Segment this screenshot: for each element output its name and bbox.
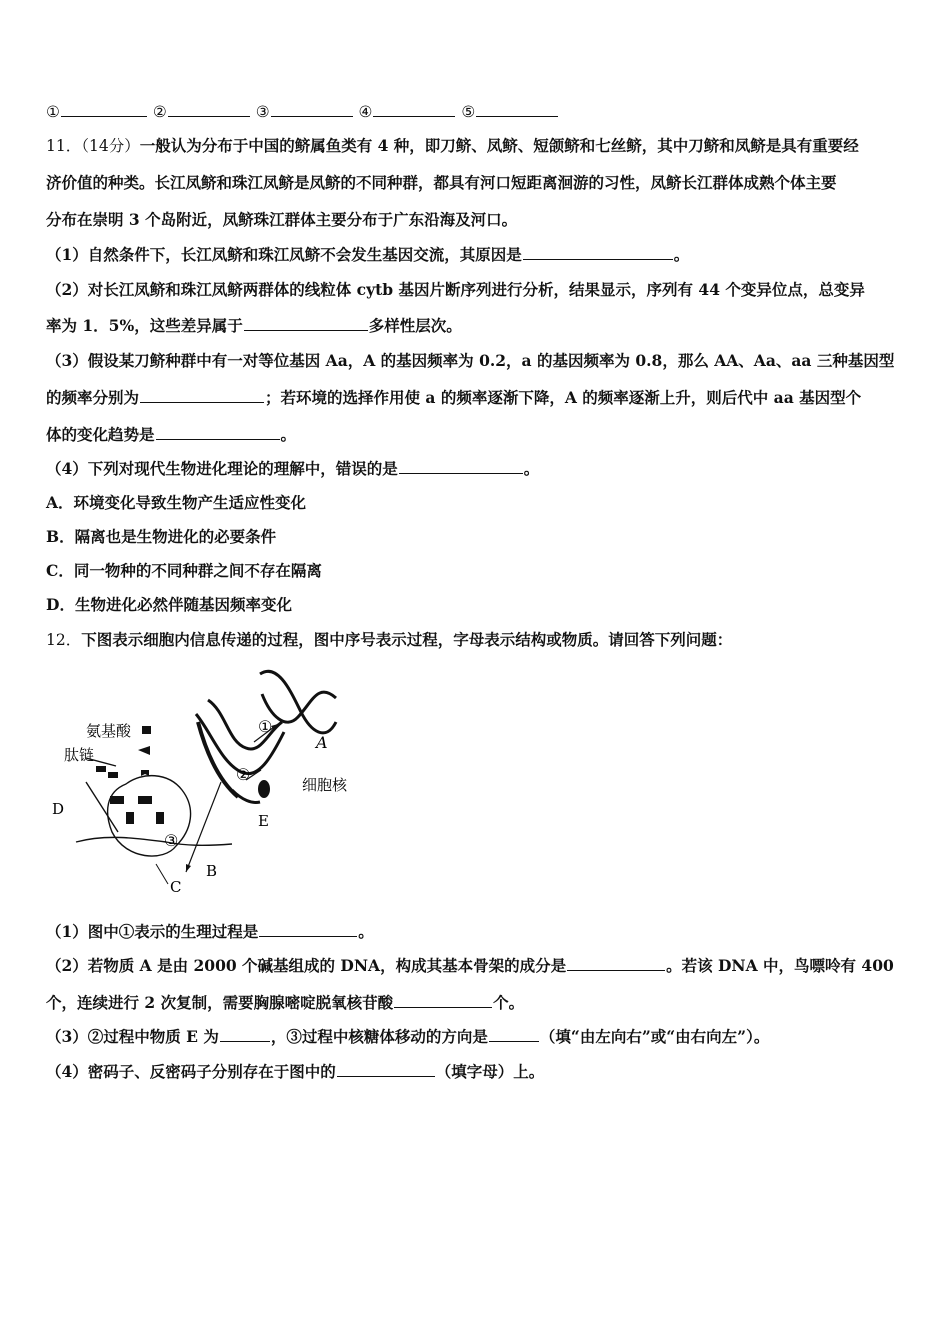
q11-part-2-text: 率为 1．5%，这些差异属于 (46, 316, 243, 335)
option-c[interactable]: C．同一物种的不同种群之间不存在隔离 (46, 561, 322, 580)
answer-blank[interactable] (156, 425, 280, 440)
answer-blank[interactable] (489, 1027, 539, 1042)
q11-part-3-text: 的频率分别为 (46, 388, 140, 407)
q11-part-2-line-1: （2）对长江凤鲚和珠江凤鲚两群体的线粒体 cytb 基因片断序列进行分析，结果显示，序列有 44 个变异位点，总变异 (46, 280, 865, 299)
label-e: E (258, 812, 269, 830)
question-number: 11． (46, 137, 82, 155)
gene-expression-figure (46, 662, 376, 902)
q12-part-2-text: 个，连续进行 2 次复制，需要胸腺嘧啶脱氧核苷酸 (46, 993, 394, 1012)
q12-intro (46, 630, 910, 650)
step-2-marker: ② (236, 765, 251, 784)
q12-part-3-end: （填“由左向右”或“由右向左”）。 (539, 1027, 770, 1046)
answer-blank[interactable] (271, 102, 353, 117)
q11-part-2-line-2 (46, 316, 910, 336)
label-a: A (316, 733, 328, 752)
answer-blank[interactable] (259, 922, 357, 937)
q11-part-4 (46, 459, 910, 479)
mrna-line (76, 837, 232, 845)
blank-label-5: ⑤ (461, 103, 476, 121)
q12-intro-text: 下图表示细胞内信息传递的过程，图中序号表示过程，字母表示结构或物质。请回答下列问题： (81, 630, 733, 649)
answer-blank[interactable] (61, 102, 147, 117)
q12-part-4 (46, 1062, 910, 1082)
answer-blank[interactable] (337, 1062, 435, 1077)
blank-label-1: ① (46, 103, 60, 121)
q12-part-3-text: （3）②过程中物质 E 为 (46, 1027, 219, 1046)
amino-acid-label: 氨基酸 (86, 722, 132, 740)
q12-part-2-end: 个。 (493, 993, 525, 1012)
q11-part-3-text: 体的变化趋势是 (46, 425, 155, 444)
rna-polymerase (258, 780, 270, 798)
peptide-label: 肽链 (64, 746, 95, 764)
answer-blank[interactable] (399, 459, 523, 474)
q12-part-2-line-1 (46, 956, 910, 976)
q11-text: 一般认为分布于中国的鲚属鱼类有 4 种，即刀鲚、凤鲚、短颌鲚和七丝鲚，其中刀鲚和凤鲚是具有重要经 (139, 136, 859, 155)
punct: 。 (673, 245, 690, 264)
step-3-marker: ③ (164, 831, 179, 850)
q12-part-2-text: （2）若物质 A 是由 2000 个碱基组成的 DNA，构成其基本骨架的成分是 (46, 956, 567, 975)
label-b: B (206, 862, 218, 880)
q11-part-1 (46, 245, 910, 265)
q12-part-3-mid: ，③过程中核糖体移动的方向是 (270, 1027, 488, 1046)
q11-part-4-text: （4）下列对现代生物进化理论的理解中，错误的是 (46, 459, 398, 478)
question-number: 12． (46, 631, 82, 649)
punct: 。 (523, 459, 540, 478)
question-score: （14分） (81, 137, 140, 155)
q11-part-3-line-2 (46, 388, 910, 408)
q12-part-3 (46, 1027, 910, 1047)
option-d[interactable]: D．生物进化必然伴随基因频率变化 (46, 595, 292, 614)
q11-part-2-end: 多样性层次。 (368, 316, 462, 335)
answer-blank[interactable] (394, 993, 492, 1008)
q11-part-3-line-1: （3）假设某刀鲚种群中有一对等位基因 Aa，A 的基因频率为 0.2，a 的基因频率为 0.8，那么 AA、Aa、aa 三种基因型 (46, 351, 895, 370)
answer-blank[interactable] (220, 1027, 270, 1042)
q12-part-4-end: （填字母）上。 (435, 1062, 545, 1081)
q11-part-3-line-3 (46, 425, 910, 445)
punct: 。 (358, 922, 374, 941)
option-b[interactable]: B．隔离也是生物进化的必要条件 (46, 527, 277, 546)
answer-blank[interactable] (373, 102, 455, 117)
q12-part-4-text: （4）密码子、反密码子分别存在于图中的 (46, 1062, 336, 1081)
answer-blank[interactable] (523, 245, 673, 260)
answer-blanks-row (46, 102, 910, 122)
answer-blank[interactable] (567, 956, 665, 971)
answer-blank[interactable] (168, 102, 250, 117)
answer-blank[interactable] (476, 102, 558, 117)
answer-blank[interactable] (140, 388, 264, 403)
q12-part-2-end: 。若该 DNA 中，鸟嘌呤有 400 (666, 956, 894, 975)
q11-part-3-end: ；若环境的选择作用使 a 的频率逐渐下降，A 的频率逐渐上升，则后代中 aa 基因型个 (265, 388, 862, 407)
q11-part-1-text: （1）自然条件下，长江凤鲚和珠江凤鲚不会发生基因交流，其原因是 (46, 245, 522, 264)
nucleus-label: 细胞核 (302, 776, 348, 794)
punct: 。 (280, 425, 297, 444)
blank-label-4: ④ (358, 103, 373, 121)
q11-intro-line-2: 济价值的种类。长江凤鲚和珠江凤鲚是凤鲚的不同种群，都具有河口短距离洄游的习性，凤鲚长江群体成熟个体主要 (46, 173, 837, 192)
answer-blank[interactable] (244, 316, 368, 331)
q12-part-1 (46, 922, 910, 942)
option-a[interactable]: A．环境变化导致生物产生适应性变化 (46, 493, 307, 512)
q11-intro-line-1 (46, 136, 910, 156)
step-1-marker: ① (258, 717, 273, 736)
q12-part-2-line-2 (46, 993, 910, 1013)
label-c: C (170, 878, 182, 896)
q12-part-1-text: （1）图中①表示的生理过程是 (46, 922, 259, 941)
blank-label-3: ③ (255, 103, 270, 121)
q11-intro-line-3: 分布在崇明 3 个岛附近，凤鲚珠江群体主要分布于广东沿海及河口。 (46, 210, 518, 229)
blank-label-2: ② (152, 103, 167, 121)
label-d: D (52, 800, 65, 818)
